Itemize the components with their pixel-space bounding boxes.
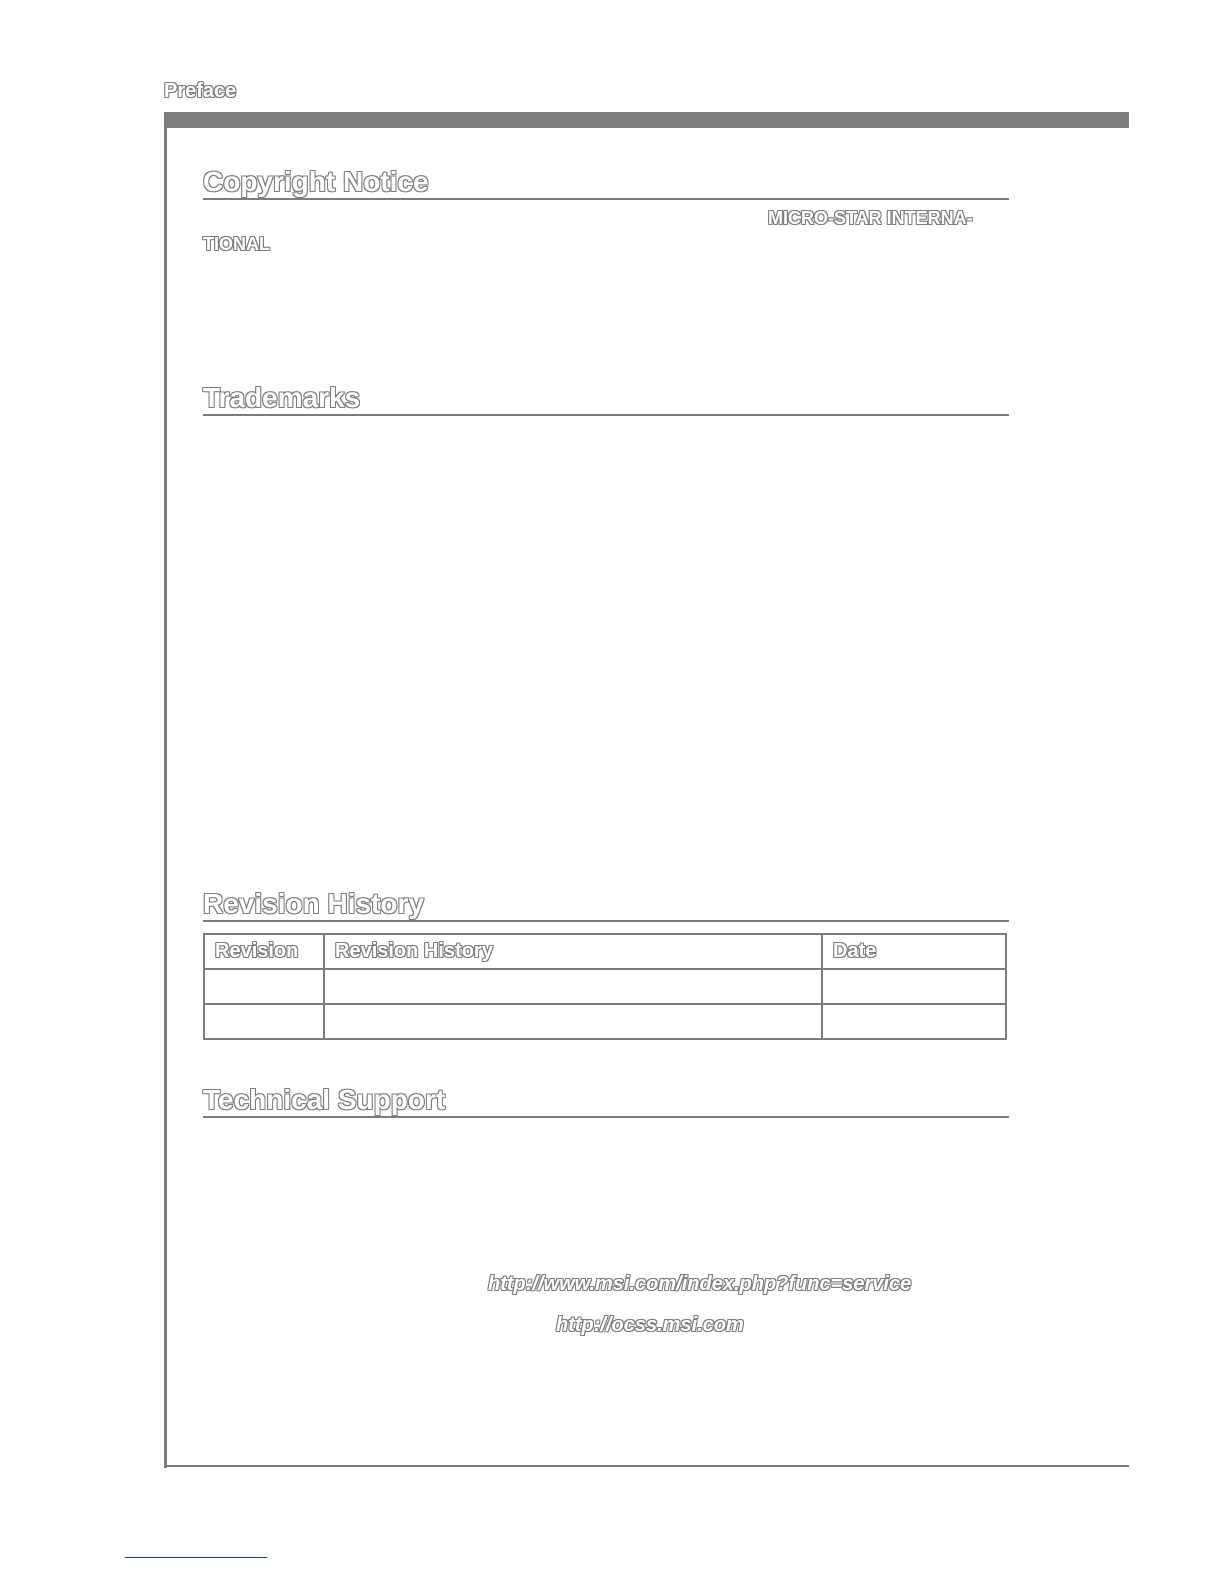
table-cell	[822, 1004, 1006, 1039]
left-margin-rule	[164, 112, 167, 1468]
bottom-rule	[164, 1465, 1129, 1467]
revision-history-heading: Revision History	[203, 888, 1009, 922]
column-header-date: Date	[822, 934, 1006, 969]
footer-link-underline	[125, 1557, 267, 1558]
header-bar	[164, 112, 1129, 128]
trademarks-heading: Trademarks	[203, 382, 1009, 416]
table-cell	[324, 1004, 822, 1039]
table-cell	[204, 969, 324, 1004]
company-name-line1: MICRO-STAR INTERNA-	[768, 208, 973, 228]
table-cell	[324, 969, 822, 1004]
service-url-link[interactable]: http://www.msi.com/index.php?func=service	[488, 1273, 912, 1295]
revision-history-table	[203, 933, 1007, 1040]
technical-support-heading: Technical Support	[203, 1084, 1009, 1118]
table-header-row	[204, 934, 1006, 969]
company-name-line2: TIONAL	[203, 234, 270, 254]
section-label: Preface	[164, 80, 237, 102]
table-cell	[822, 969, 1006, 1004]
table-row	[204, 969, 1006, 1004]
ocss-url-link[interactable]: http://ocss.msi.com	[556, 1314, 744, 1336]
table-row	[204, 1004, 1006, 1039]
table-cell	[204, 1004, 324, 1039]
column-header-revision-history: Revision History	[324, 934, 822, 969]
copyright-heading: Copyright Notice	[203, 166, 1009, 200]
column-header-revision: Revision	[204, 934, 324, 969]
